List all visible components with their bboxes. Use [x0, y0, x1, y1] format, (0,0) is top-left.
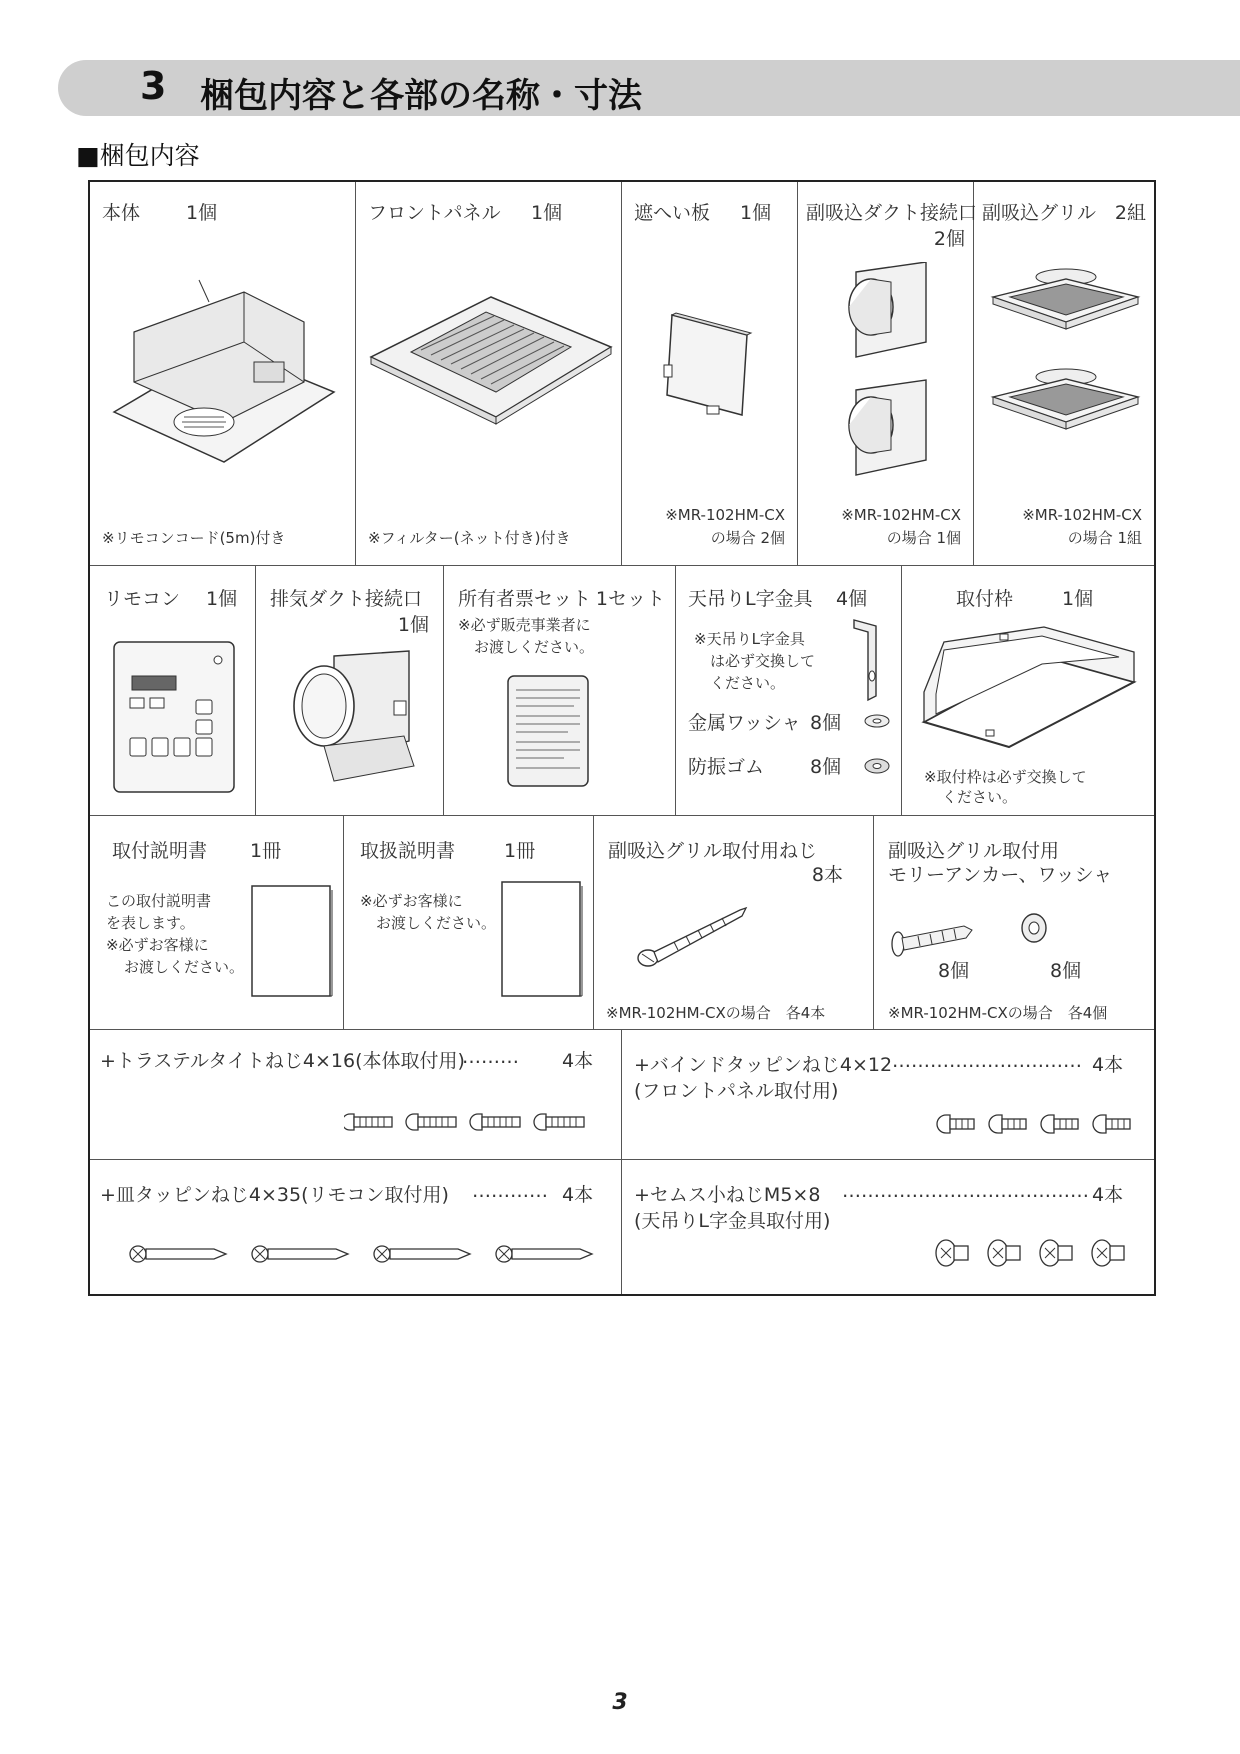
item-qty: 1個 — [397, 614, 429, 636]
cell-user-manual — [344, 816, 594, 1030]
item-note-model: ※MR-102HM-CX — [1022, 506, 1142, 524]
item-sub: (フロントパネル取付用) — [634, 1080, 839, 1102]
item-name: リモコン — [104, 588, 181, 610]
item-dots: ……… — [462, 1046, 519, 1068]
page-number: 3 — [612, 1690, 628, 1715]
manual-book-illustration — [250, 884, 334, 1000]
rubber-icon — [862, 756, 892, 776]
mounting-frame-illustration — [914, 622, 1144, 752]
item-name: 所有者票セット — [458, 588, 592, 610]
item-note: ※必ず販売事業者に — [458, 616, 591, 634]
item-note: ください。 — [942, 788, 1018, 806]
bind-screw-icons — [936, 1112, 1136, 1136]
item-qty: 1冊 — [504, 840, 536, 862]
item-name: +バインドタッピンねじ4×12 — [634, 1054, 893, 1076]
duct-connector-illustration — [836, 262, 936, 482]
item-name-2: モリーアンカー、ワッシャ — [888, 864, 1113, 886]
front-panel-illustration — [366, 292, 616, 432]
item-qty: 1個 — [531, 202, 563, 224]
item-note: ※MR-102HM-CXの場合 各4本 — [606, 1004, 826, 1022]
item-qty: 2組 — [1114, 202, 1146, 224]
section-number: 3 — [140, 64, 167, 108]
cell-exhaust-duct — [256, 566, 444, 816]
washer-icon — [862, 712, 892, 730]
rubber-qty: 8個 — [810, 756, 842, 778]
cell-remote — [90, 566, 256, 816]
item-qty: 4本 — [1092, 1184, 1124, 1206]
item-qty: 1個 — [206, 588, 238, 610]
washer-qty: 8個 — [810, 712, 842, 734]
item-note: を表します。 — [106, 914, 195, 932]
item-note: ください。 — [710, 674, 786, 692]
item-dots: ………… — [472, 1180, 548, 1202]
item-note: は必ず交換して — [710, 652, 816, 670]
item-dots: ………………………… — [892, 1050, 1082, 1072]
sems-screw-icons — [934, 1236, 1134, 1270]
item-note: ※天吊りL字金具 — [694, 630, 805, 648]
item-name: +トラステルタイトねじ4×16(本体取付用) — [100, 1050, 465, 1072]
item-note: ※フィルター(ネット付き)付き — [368, 529, 571, 547]
item-dots: ………………………………… — [842, 1180, 1089, 1202]
item-qty: 1個 — [186, 202, 218, 224]
item-name: 取付枠 — [956, 588, 1014, 610]
washer-qty: 8個 — [1050, 960, 1082, 982]
item-qty: 1個 — [740, 202, 772, 224]
section-title: 梱包内容と各部の名称・寸法 — [200, 76, 642, 116]
item-note: この取付説明書 — [106, 892, 212, 910]
anchor-illustration — [888, 916, 978, 960]
item-name: 副吸込グリル取付用 — [888, 840, 1060, 862]
exhaust-duct-illustration — [284, 646, 424, 796]
cell-main-unit — [90, 182, 356, 566]
cell-grille-screw — [594, 816, 874, 1030]
main-unit-illustration — [104, 272, 344, 482]
item-sub: (天吊りL字金具取付用) — [634, 1210, 831, 1232]
package-contents-table — [88, 180, 1156, 1296]
cell-install-manual — [90, 816, 344, 1030]
cell-sub-intake-duct — [798, 182, 978, 566]
item-name: 本体 — [102, 202, 141, 224]
item-note: ※必ずお客様に — [360, 892, 463, 910]
owner-slip-illustration — [504, 672, 594, 792]
item-qty: 2個 — [933, 228, 965, 250]
item-note: お渡しください。 — [474, 638, 595, 656]
item-name: +セムス小ねじM5×8 — [634, 1184, 821, 1206]
item-qty: 1個 — [1062, 588, 1094, 610]
item-name: 副吸込グリル取付用ねじ — [608, 840, 818, 862]
item-note: ※必ずお客様に — [106, 936, 209, 954]
item-note-model: ※MR-102HM-CX — [841, 506, 961, 524]
cell-molly-anchor — [874, 816, 1154, 1030]
item-name: 副吸込ダクト接続口 — [806, 202, 978, 224]
item-qty: 4本 — [562, 1050, 594, 1072]
rubber-name: 防振ゴム — [688, 756, 765, 778]
shield-plate-illustration — [662, 310, 762, 420]
item-name: 副吸込グリル — [982, 202, 1097, 224]
cell-bind-screw — [622, 1030, 1154, 1160]
cell-front-panel — [356, 182, 622, 566]
item-note: ※MR-102HM-CXの場合 各4個 — [888, 1004, 1108, 1022]
item-name: 排気ダクト接続口 — [270, 588, 423, 610]
subsection-title: ■梱包内容 — [76, 141, 200, 170]
item-note: ※取付枠は必ず交換して — [924, 768, 1087, 786]
anchor-washer-icon — [1016, 910, 1052, 946]
item-qty: 8本 — [811, 864, 843, 886]
item-note: ※リモコンコード(5m)付き — [102, 529, 286, 547]
item-qty: 4本 — [562, 1184, 594, 1206]
anchor-qty: 8個 — [938, 960, 970, 982]
item-name: 天吊りL字金具 — [688, 588, 813, 610]
remote-illustration — [110, 638, 240, 798]
item-name: +皿タッピンねじ4×35(リモコン取付用) — [100, 1184, 449, 1206]
item-name: 取付説明書 — [112, 840, 208, 862]
cell-shield-plate — [622, 182, 798, 566]
item-qty: 4個 — [836, 588, 868, 610]
manual-book-illustration — [500, 880, 584, 1000]
cell-flat-tapping-screw — [90, 1160, 622, 1294]
item-name: フロントパネル — [368, 202, 501, 224]
cell-owner-slip — [444, 566, 676, 816]
screw-illustration — [634, 902, 754, 972]
item-note: お渡しください。 — [376, 914, 497, 932]
cell-l-bracket — [676, 566, 902, 816]
item-note: お渡しください。 — [124, 958, 245, 976]
item-note-qty: の場合 2個 — [710, 529, 785, 547]
item-note-model: ※MR-102HM-CX — [665, 506, 785, 524]
cell-sems-screw — [622, 1160, 1154, 1294]
item-name: 取扱説明書 — [360, 840, 456, 862]
item-note-qty: の場合 1組 — [1067, 529, 1142, 547]
item-qty: 4本 — [1092, 1054, 1124, 1076]
item-note-qty: の場合 1個 — [886, 529, 961, 547]
washer-name: 金属ワッシャ — [688, 712, 801, 734]
cell-sub-intake-grille — [974, 182, 1154, 566]
item-qty: 1セット — [595, 588, 665, 610]
truss-screw-icons — [344, 1110, 614, 1134]
cell-truss-screw — [90, 1030, 622, 1160]
item-name: 遮へい板 — [634, 202, 711, 224]
item-qty: 1冊 — [250, 840, 282, 862]
grille-illustration — [988, 267, 1143, 462]
cell-mounting-frame — [902, 566, 1154, 816]
flat-screw-icons — [128, 1240, 608, 1268]
l-bracket-illustration — [846, 616, 886, 706]
